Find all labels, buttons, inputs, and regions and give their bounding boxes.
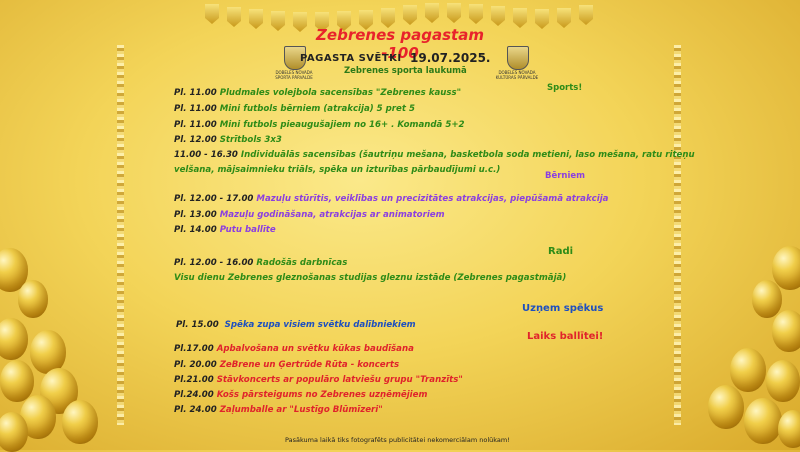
footer-note: Pasākuma laikā tiks fotografēts publicitātei nekomerciālam nolūkam! (285, 436, 510, 444)
list-item: Pl. 14.00 Putu ballīte (174, 225, 276, 235)
list-item: Pl. 12.00 - 17.00 Mazuļu stūrītis, veiklības un precizitātes atrakcijas, piepūšamā atrakcija (174, 194, 609, 204)
list-item: Pl. 13.00 Mazuļu godināšana, atrakcijas ar animatoriem (174, 210, 445, 220)
list-item: Pl. 11.00 Mini futbols bērniem (atrakcija) 5 pret 5 (174, 104, 415, 114)
glitter-stripe-left (117, 45, 124, 425)
list-item: Pl. 11.00 Mini futbols pieaugušajiem no 16+ . Komandā 5+2 (174, 120, 465, 130)
list-item: Pl. 11.00 Pludmales volejbola sacensības "Zebrenes kauss" (174, 88, 462, 98)
crest-right-label: DOBELES NOVADA KULTŪRAS PĀRVALDE (495, 70, 539, 80)
balloon-icon (772, 310, 800, 352)
balloon-icon (18, 280, 48, 318)
page-title: Zebrenes pagastam -100 (316, 26, 484, 62)
list-item: Pl.21.00 Stāvkoncerts ar populāro latviešu grupu "Tranzīts" (174, 375, 463, 385)
event-venue: Zebrenes sporta laukumā (344, 66, 467, 76)
balloon-icon (752, 280, 782, 318)
bunting-decoration (200, 0, 600, 28)
section-party: Laiks ballītei! (527, 331, 604, 342)
balloon-icon (0, 360, 34, 402)
balloon-icon (0, 318, 28, 360)
event-date: 19.07.2025. (410, 51, 491, 65)
list-item: Pl. 12.00 - 16.00 Radošās darbnīcas (174, 258, 348, 268)
section-sport: Sports! (547, 83, 583, 93)
balloon-icon (778, 410, 800, 448)
balloon-icon (62, 400, 98, 444)
list-item-continued: velšana, mājsaimnieku triāls, spēka un izturības pārbaudījumi u.c.) (174, 165, 501, 175)
list-item: Pl.17.00 Apbalvošana un svētku kūkas baudīšana (174, 344, 414, 354)
event-subtitle: PAGASTA SVĒTKI (300, 53, 402, 64)
balloon-icon (0, 412, 28, 452)
list-item: Pl. 20.00 ZeBrene un Ģertrūde Rūta - koncerts (174, 360, 400, 370)
section-children: Bērniem (545, 171, 586, 181)
section-creative: Radi (548, 246, 574, 257)
balloon-icon (744, 398, 782, 444)
balloon-icon (766, 360, 800, 402)
list-item: Pl.24.00 Košs pārsteigums no Zebrenes uzņēmējiem (174, 390, 428, 400)
list-item: 11.00 - 16.30 Individuālās sacensības (šautriņu mešana, basketbola soda metieni, laso mešana, ratu riteņu (174, 150, 695, 160)
glitter-stripe-right (674, 45, 681, 425)
list-item: Pl. 12.00 Strītbols 3x3 (174, 135, 282, 145)
section-food: Uzņem spēkus (522, 303, 604, 314)
crest-right-icon (507, 46, 529, 70)
balloon-icon (708, 385, 744, 429)
balloon-icon (730, 348, 766, 392)
crest-left-label: DOBELES NOVADA SPORTA PĀRVALDE (275, 70, 313, 80)
list-item: Visu dienu Zebrenes gleznošanas studijas gleznu izstāde (Zebrenes pagastmājā) (174, 273, 567, 283)
list-item: Pl. 24.00 Zaļumballe ar "Lustīgo Blūmīzeri" (174, 405, 383, 415)
list-item: Pl. 15.00 Spēka zupa visiem svētku dalībniekiem (176, 320, 416, 330)
